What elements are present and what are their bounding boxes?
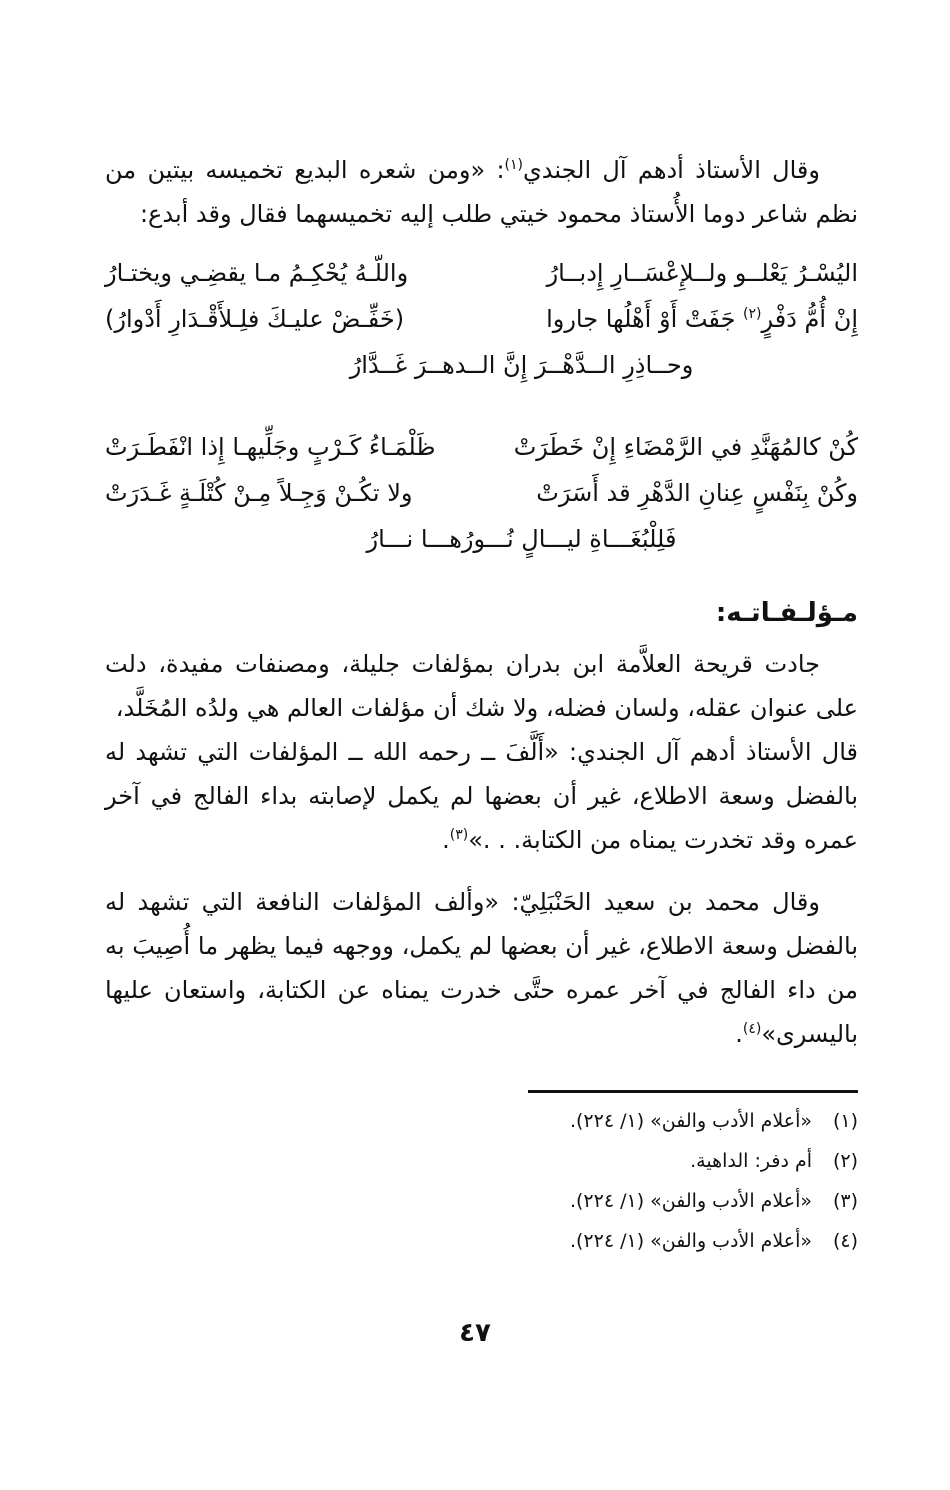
- verse-hemistich-right: اليُسْـرُ يَعْلــو ولــلإِعْسَــارِ إِدبــارُ: [546, 259, 858, 287]
- footnote: [105, 1101, 858, 1141]
- footnote-number: (١): [832, 1110, 858, 1132]
- verse-hemistich-left: ولا تكُـنْ وَجِـلاً مِـنْ كُتْلَـةٍ غَـدَرَتْ: [105, 479, 413, 507]
- footnote-ref-1[interactable]: (١): [504, 157, 524, 173]
- verse-hemistich-right: إِنْ أُمُّ دَفْرٍ$^{(٢)}$ جَفَتْ أَوْ أَهْلُها جاروا: [546, 305, 858, 333]
- footnote-ref-4[interactable]: (٤): [742, 1021, 762, 1037]
- body-paragraph: وقال محمد بن سعيد الحَنْبَلِيّ: «وألف المؤلفات النافعة التي تشهد له بالفضل وسعة الاطلاع، غير أن بعضها لم يكمل، ووجهه فيما يظهر ما أُصِيبَ به من داء الفالج في آخر عمره حتَّى خدرت يمناه عن الكتابة، واستعان عليها باليسرى»$^{(٤)}$.: [105, 888, 858, 1048]
- verse-line: [105, 424, 858, 470]
- footnote-text: «أعلام الأدب والفن» (١/ ٢٢٤).: [569, 1190, 812, 1212]
- footnotes: [105, 1101, 858, 1261]
- footnote-text: «أعلام الأدب والفن» (١/ ٢٢٤).: [569, 1230, 812, 1252]
- verse-refrain: فَلِلْبُغَـــاةِ ليـــالٍ نُـــورُهـــا نـــارُ: [366, 525, 677, 553]
- verse-hemistich-right: وكُنْ بِنَفْسٍ عِنانِ الدَّهْرِ قد أَسَرَتْ: [536, 479, 858, 507]
- poem-stanza-2: [105, 424, 858, 562]
- footnote: [105, 1141, 858, 1181]
- paragraph-gap: [105, 862, 858, 880]
- footnote-number: (٢): [832, 1150, 858, 1172]
- body-paragraph-quote: قال الأستاذ أدهم آل الجندي: «أَلَّفَ ــ رحمه الله ــ المؤلفات التي تشهد له بالفضل وسعة الاطلاع، غير أن بعضها لم يكمل لإصابته بداء الفالج في آخر عمره وقد تخدرت يمناه من الكتابة. . .»$^{(٣)}$.: [105, 738, 858, 854]
- verse-line: [105, 296, 858, 342]
- footnote: [105, 1221, 858, 1261]
- footnote-ref-3[interactable]: (٣): [449, 827, 469, 843]
- footnote-number: (٤): [832, 1230, 858, 1252]
- intro-paragraph: وقال الأستاذ أدهم آل الجندي$^{(١)}$: «ومن شعره البديع تخميسه بيتين من نظم شاعر دوما الأُستاذ محمود خيتي طلب إليه تخميسهما فقال وقد أبدع:: [105, 156, 858, 228]
- body-paragraph: جادت قريحة العلاَّمة ابن بدران بمؤلفات جليلة، ومصنفات مفيدة، دلت على عنوان عقله، ولسان فضله، ولا شك أن مؤلفات العالم هي ولدُه المُخَلَّد،: [105, 650, 858, 722]
- verse-refrain: وحــاذِرِ الــدَّهْــرَ إِنَّ الــدهــرَ غَــدَّارُ: [349, 351, 694, 379]
- footnote-ref-2[interactable]: (٢): [743, 306, 762, 322]
- verse-hemistich-left: واللّـهُ يُحْكِـمُ مـا يقضِـي ويختـارُ: [105, 259, 409, 287]
- footnote-text: «أعلام الأدب والفن» (١/ ٢٢٤).: [569, 1110, 812, 1132]
- page-body: [105, 148, 858, 1261]
- poem-stanza-1: [105, 250, 858, 388]
- section-heading: مـؤلـفـاتـه:: [715, 598, 858, 628]
- verse-line: [105, 470, 858, 516]
- verse-hemistich-left: (خَفِّـضْ عليـكَ فلِـلأَقْـدَارِ أَدْوارُ): [105, 305, 405, 333]
- verse-hemistich-right: كُنْ كالمُهَنَّدِ في الرَّمْضَاءِ إِنْ خَطَرَتْ: [513, 433, 858, 461]
- verse-hemistich-left: ظَلْمَـاءُ كَـرْبٍ وجَلِّيهـا إِذا انْفَطَـرَتْ: [105, 433, 436, 461]
- footnote: [105, 1181, 858, 1221]
- footnote-divider: [528, 1090, 858, 1093]
- verse-line: [105, 250, 858, 296]
- footnote-number: (٣): [832, 1190, 858, 1212]
- page-number: ٤٧: [459, 1318, 491, 1348]
- footnote-text: أم دفر: الداهية.: [690, 1150, 812, 1172]
